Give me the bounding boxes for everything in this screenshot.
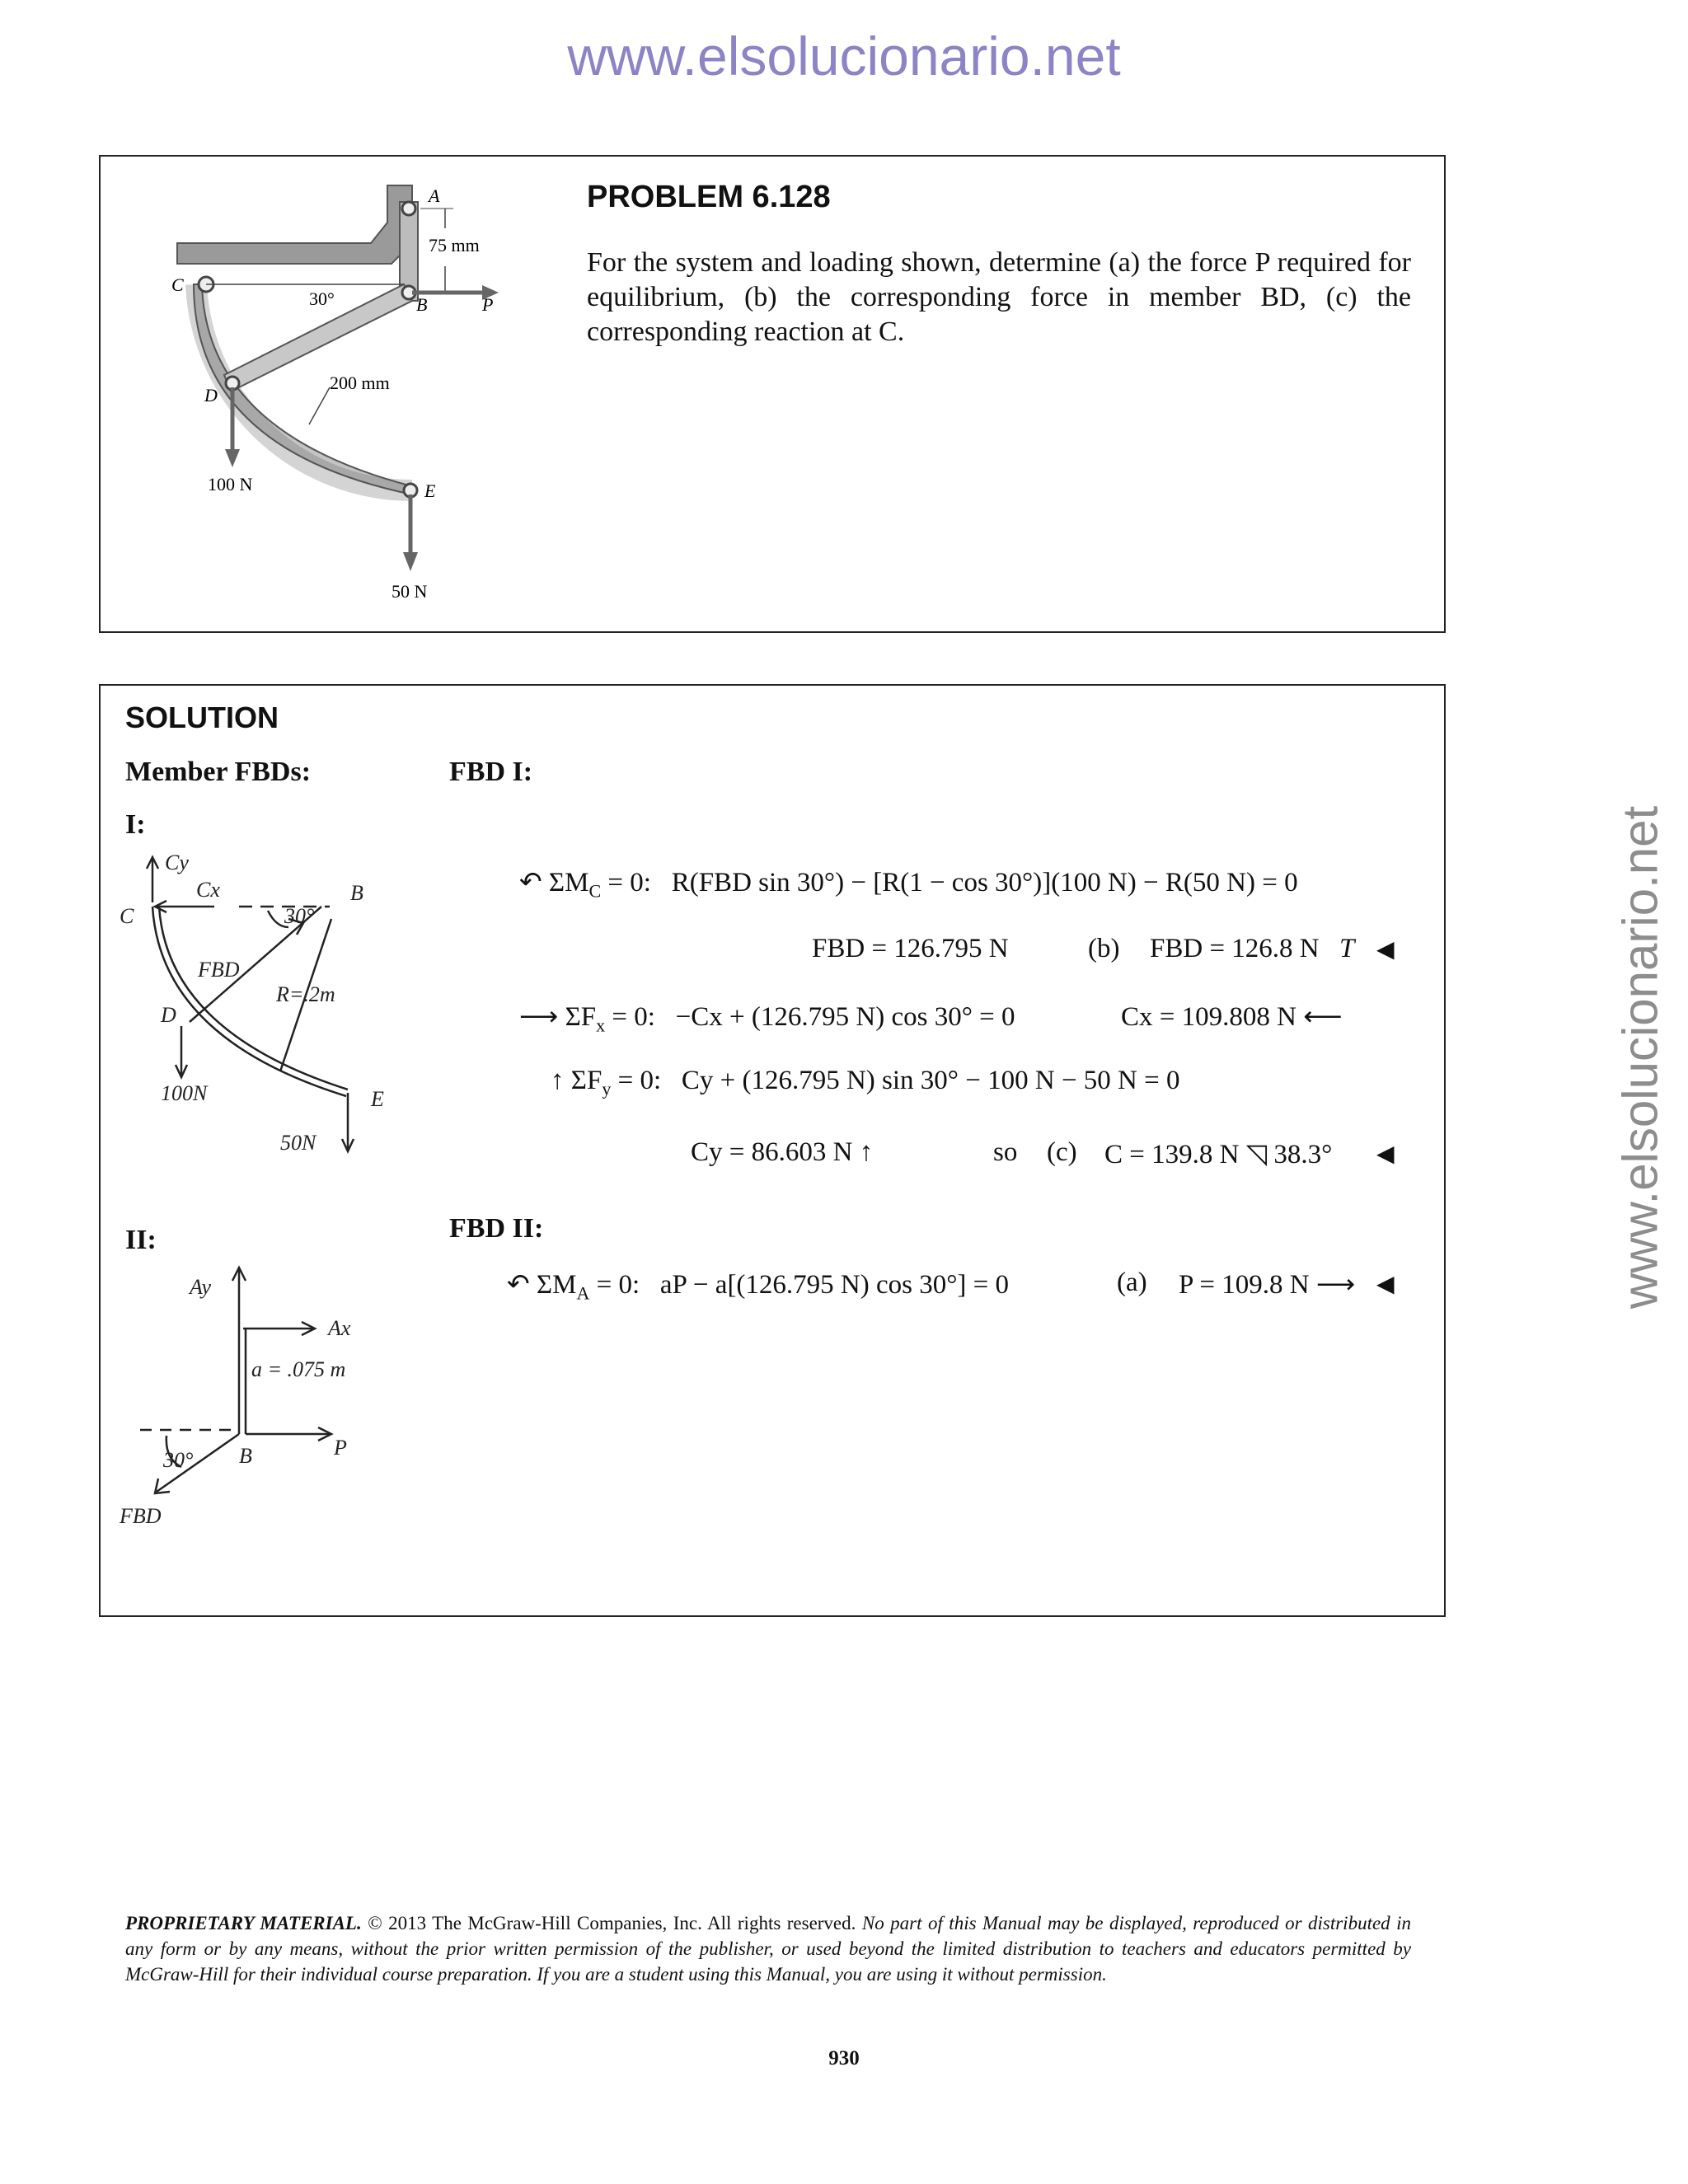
arrow-left-icon: ⟵: [1303, 1002, 1343, 1032]
sketch2-angle: 30°: [163, 1448, 194, 1472]
fbd2-label: II:: [125, 1225, 157, 1255]
sketch2-p: P: [334, 1436, 347, 1460]
sketch2-a: a = .075 m: [251, 1357, 346, 1381]
eq-moment-a: ↶ $\Sigma M_A = 0$: aP − a[(126.795 N) cos 30°] = 0: [507, 1270, 1010, 1304]
eq-sum-fy: ↑ $\Sigma F_y = 0$: Cy + (126.795 N) sin 30° − 100 N − 50 N = 0: [551, 1066, 1180, 1099]
sketch1-r: R=.2m: [276, 982, 335, 1006]
page-number: 930: [828, 2047, 860, 2069]
answer-a: P = 109.8 N ⟶: [1179, 1270, 1356, 1300]
watermark-side: www.elsolucionario.net: [1612, 805, 1668, 1310]
answer-a-marker-icon: ◀: [1376, 1272, 1395, 1297]
watermark-top: www.elsolucionario.net: [567, 26, 1121, 87]
label-c: C: [171, 274, 184, 295]
arrow-right-icon: ⟶: [1315, 1270, 1356, 1300]
sketch1-c: C: [120, 904, 134, 928]
label-e: E: [424, 480, 436, 501]
answer-c-label: (c): [1047, 1137, 1077, 1167]
answer-a-label: (a): [1117, 1268, 1147, 1297]
fbd2-heading: FBD II:: [449, 1213, 544, 1244]
solution-title: SOLUTION: [125, 701, 279, 734]
answer-b-unit: T: [1339, 934, 1355, 963]
sketch2-fbd: FBD: [120, 1504, 162, 1528]
problem-figure: [165, 177, 536, 622]
label-50n: 50 N: [392, 581, 428, 602]
ccw-moment-icon: ↶: [507, 1270, 530, 1300]
label-100n: 100 N: [208, 474, 253, 494]
label-30deg: 30°: [309, 288, 335, 309]
answer-b-marker-icon: ◀: [1376, 937, 1395, 963]
sketch1-100n: 100N: [161, 1081, 208, 1105]
label-p: P: [482, 294, 494, 315]
eq-moment-a-expr: aP − a[(126.795 N) cos 30°] = 0: [659, 1270, 1010, 1300]
sketch2-b: B: [239, 1444, 252, 1468]
fbd1-heading: FBD I:: [449, 757, 533, 787]
arrow-up-icon: ↑: [859, 1137, 874, 1167]
answer-c-marker-icon: ◀: [1376, 1141, 1395, 1167]
label-b: B: [416, 294, 428, 315]
sketch-fbd1: [115, 849, 429, 1179]
label-a: A: [429, 185, 440, 206]
answer-b: FBD = 126.8 N: [1150, 934, 1320, 963]
sketch1-cy: Cy: [165, 851, 189, 874]
fbd-value: FBD = 126.795 N: [812, 934, 1009, 963]
sketch1-cx: Cx: [196, 878, 220, 902]
sketch2-ay: Ay: [190, 1275, 211, 1299]
cx-result: Cx = 109.808 N ⟵: [1121, 1002, 1343, 1032]
eq-sum-fx-expr: −Cx + (126.795 N) cos 30° = 0: [675, 1002, 1015, 1032]
sketch1-50n: 50N: [280, 1131, 316, 1155]
arrow-up-icon: ↑: [551, 1066, 565, 1095]
answer-c: C = 139.8 N ◹ 38.3°: [1104, 1140, 1333, 1169]
cy-result: Cy = 86.603 N ↑: [691, 1137, 874, 1167]
eq-moment-c: ↶ $\Sigma M_C = 0$: R(FBD sin 30°) − [R(1 − cos 30°)](100 N) − R(50 N) = 0: [519, 868, 1298, 902]
sketch1-angle: 30°: [284, 904, 315, 928]
footer-notice: PROPRIETARY MATERIAL. © 2013 The McGraw-Hill Companies, Inc. All rights reserved. No part of this Manual may be displayed, reproduced or distributed in any form or by any means, without the prior written permission of the publisher, or used beyond the limited distribution to teachers and educators permitted by McGraw-Hill for their individual course preparation. If you are a student using this Manual, you are using it without permission.: [125, 1913, 1412, 1985]
sketch1-b: B: [350, 881, 363, 905]
so-text: so: [993, 1137, 1018, 1167]
label-200mm: 200 mm: [330, 373, 390, 393]
label-d: D: [204, 385, 218, 405]
sketch1-e: E: [371, 1087, 384, 1111]
eq-moment-c-expr: R(FBD sin 30°) − [R(1 − cos 30°)](100 N) − R(50 N) = 0: [671, 868, 1298, 898]
sketch-fbd2: [115, 1261, 445, 1533]
problem-title: PROBLEM 6.128: [587, 180, 831, 214]
member-fbds-label: Member FBDs:: [125, 757, 312, 787]
label-75mm: 75 mm: [429, 235, 480, 255]
angle-direction-icon: ◹: [1245, 1140, 1268, 1169]
problem-statement: For the system and loading shown, determine (a) the force P required for equilibrium, (b) the corresponding force in member BD, (c) the corresponding reaction at C.: [587, 247, 1411, 347]
arrow-right-icon: ⟶: [519, 1002, 559, 1032]
eq-sum-fy-expr: Cy + (126.795 N) sin 30° − 100 N − 50 N = 0: [681, 1066, 1180, 1095]
ccw-moment-icon: ↶: [519, 868, 542, 898]
sketch2-ax: Ax: [328, 1316, 351, 1340]
fbd1-label: I:: [125, 809, 146, 840]
answer-b-label: (b): [1088, 934, 1120, 963]
sketch1-fbd: FBD: [198, 958, 240, 982]
sketch1-d: D: [161, 1003, 176, 1027]
eq-sum-fx: ⟶ $\Sigma F_x = 0$: −Cx + (126.795 N) cos 30° = 0: [519, 1002, 1015, 1036]
